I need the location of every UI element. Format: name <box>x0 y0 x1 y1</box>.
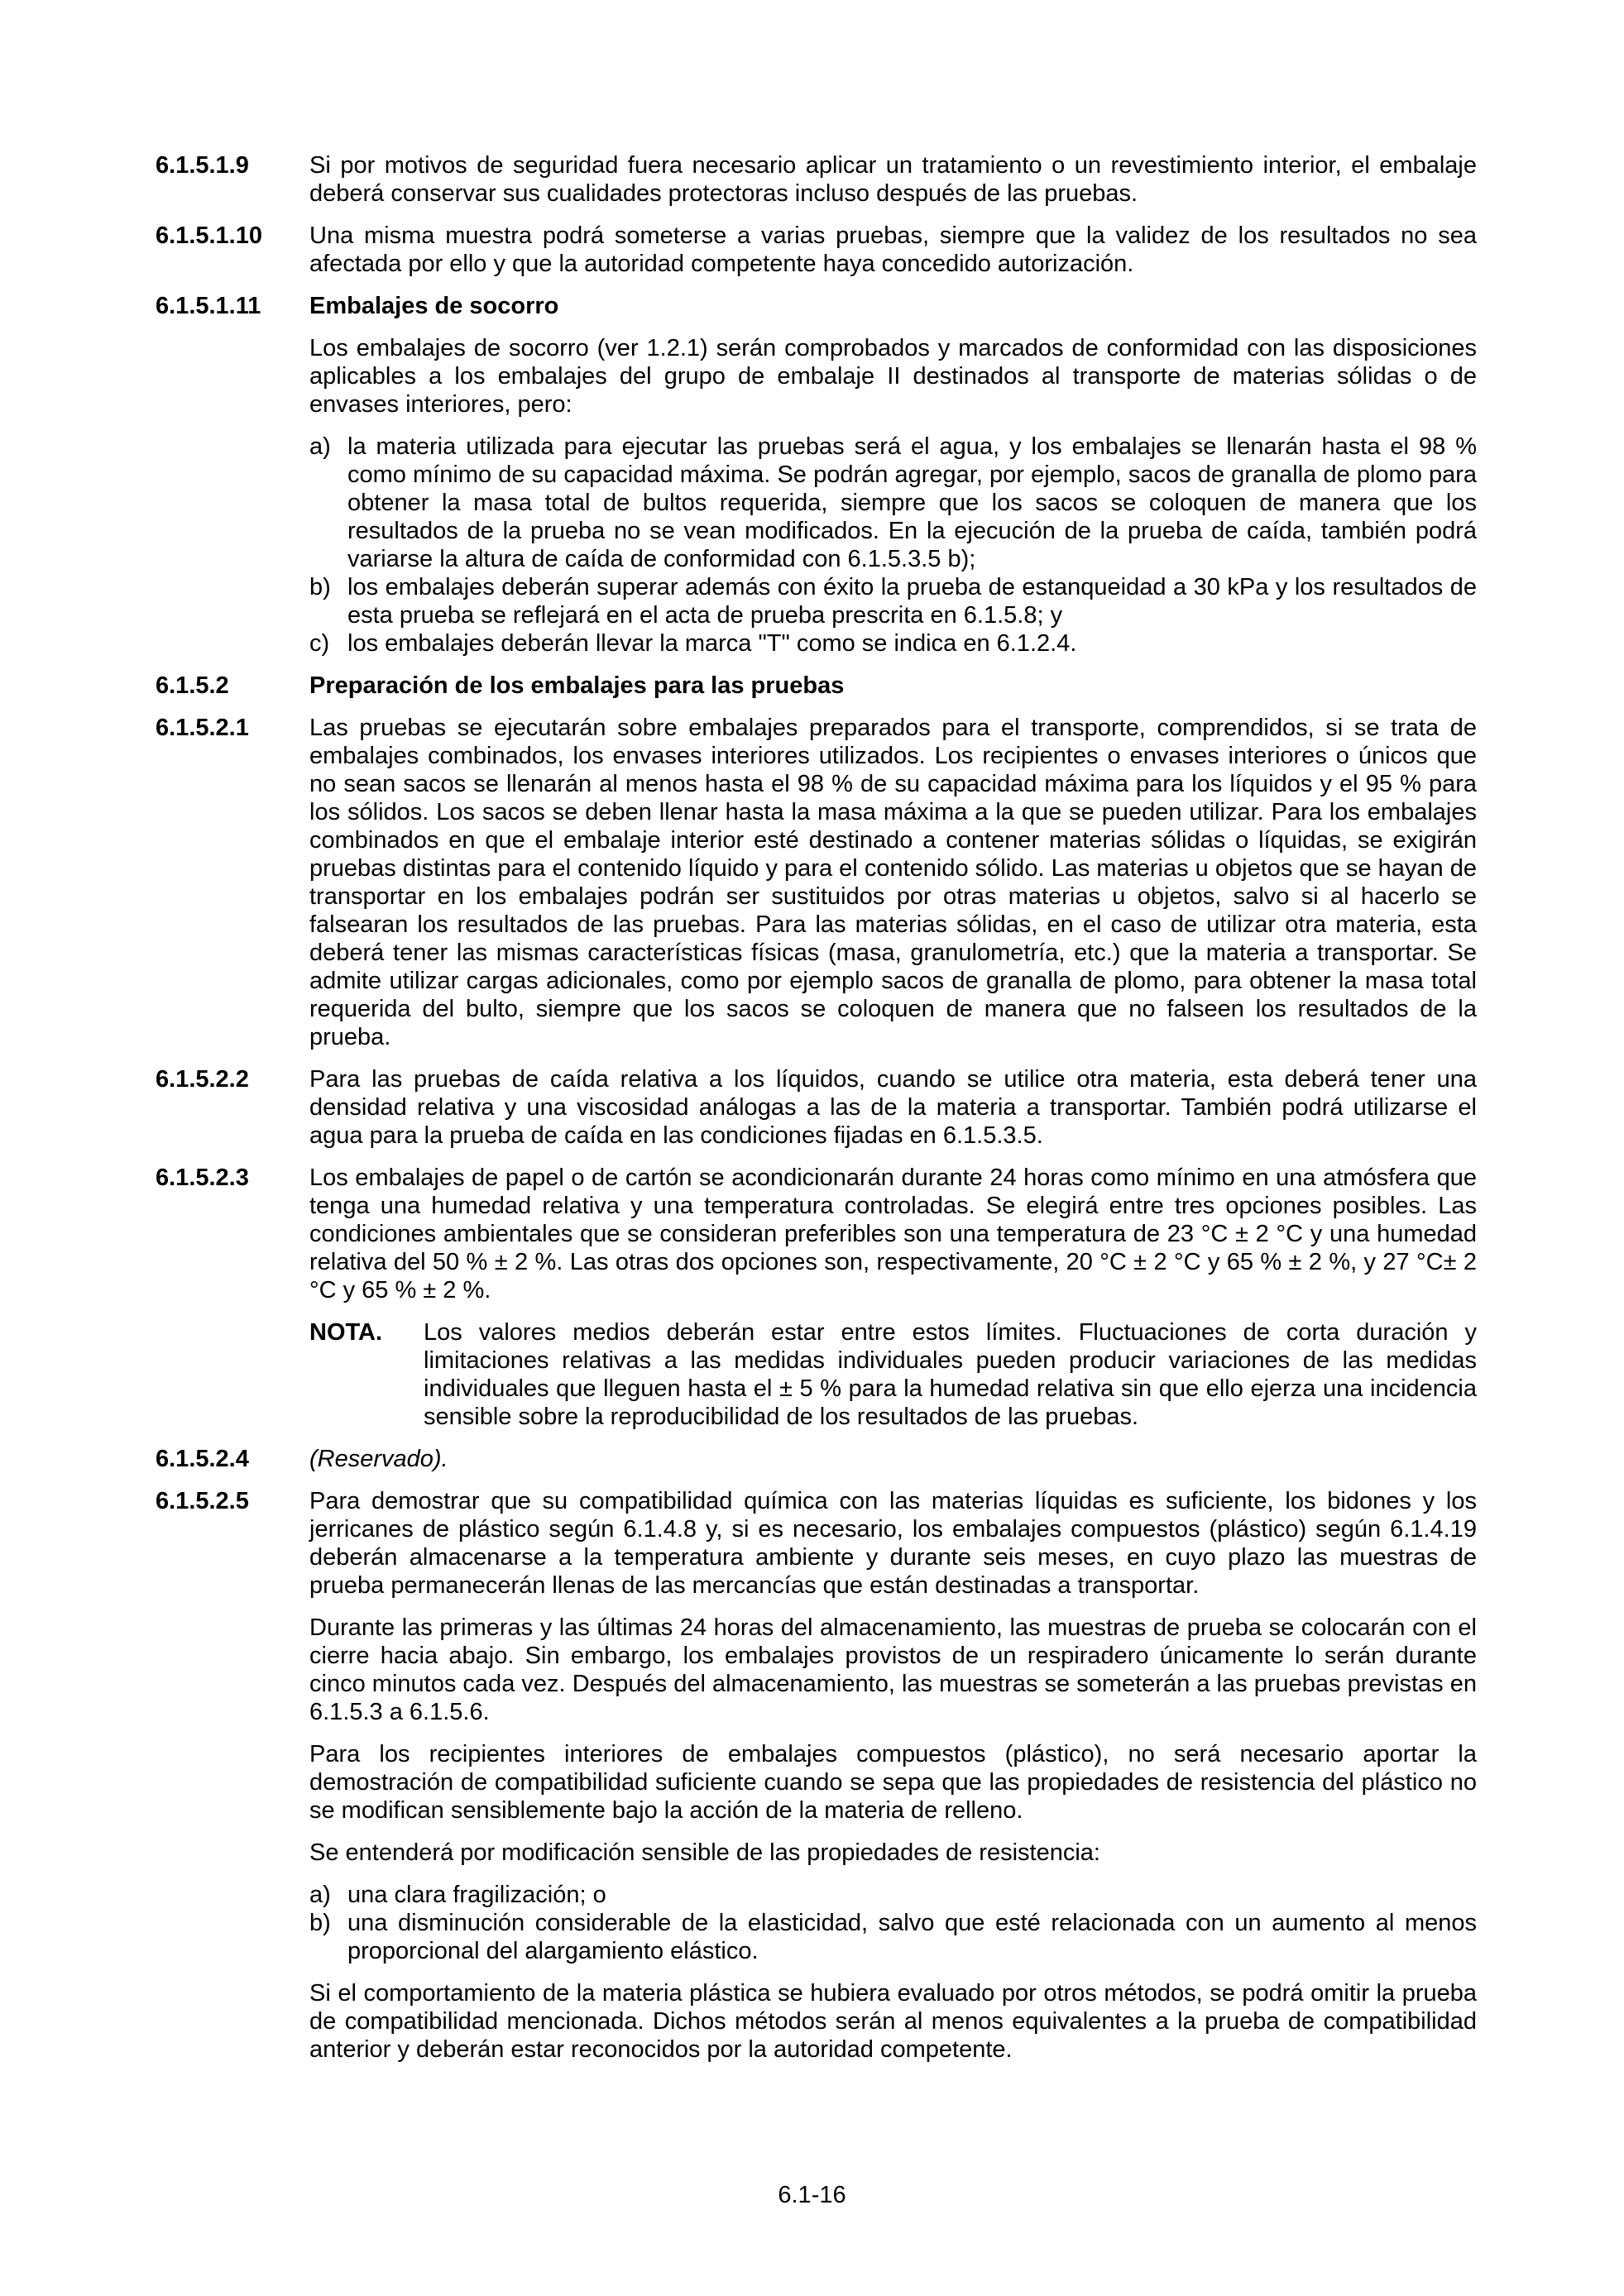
note-text: Los valores medios deberán estar entre estos límites. Fluctuaciones de corta duración y limitaciones relativas a las medidas individuales pueden producir variaciones de las medidas individuales que lleguen hasta el ± 5 % para la humedad relativa sin que ello ejerza una incidencia sensible sobre la reproducibilidad de los resultados de las pruebas. <box>424 1319 1477 1430</box>
list-item <box>309 629 1477 658</box>
section-number: 6.1.5.2.3 <box>156 1165 249 1191</box>
list-marker: b) <box>309 574 331 600</box>
paragraph: Si el comportamiento de la materia plástica se hubiera evaluado por otros métodos, se podrá omitir la prueba de compatibilidad mencionada. Dichos métodos serán al menos equivalentes a la prueba de compatibilidad anterior y deberán estar reconocidos por la autoridad competente. <box>309 1980 1477 2063</box>
paragraph: Para los recipientes interiores de embalajes compuestos (plástico), no será necesario aportar la demostración de compatibilidad suficiente cuando se sepa que las propiedades de resistencia del plástico no se modifican sensiblemente bajo la acción de la materia de relleno. <box>309 1741 1477 1824</box>
section-text: Las pruebas se ejecutarán sobre embalajes preparados para el transporte, comprendidos, si se trata de embalajes combinados, los envases interiores utilizados. Los recipientes o envases interiores o únicos que no sean sacos se llenarán al menos hasta el 98 % de su capacidad máxima para los líquidos y el 95 % para los sólidos. Los sacos se deben llenar hasta la masa máxima a la que se pueden utilizar. Para los embalajes combinados en que el embalaje interior esté destinado a contener materias sólidas o líquidas, se exigirán pruebas distintas para el contenido líquido y para el contenido sólido. Las materias u objetos que se hayan de transportar en los embalajes podrán ser sustituidos por otras materias u objetos, salvo si al hacerlo se falsearan los resultados de las pruebas. Para las materias sólidas, en el caso de utilizar otra materia, esta deberá tener las mismas características físicas (masa, granulometría, etc.) que la materia a transportar. Se admite utilizar cargas adicionales, como por ejemplo sacos de granalla de plomo, para obtener la masa total requerida del bulto, siempre que los sacos se coloquen de manera que no falseen los resultados de la prueba. <box>309 715 1477 1050</box>
list-item-text: una clara fragilización; o <box>347 1882 606 1908</box>
section-number: 6.1.5.2 <box>156 672 229 699</box>
paragraph: Para demostrar que su compatibilidad química con las materias líquidas es suficiente, los bidones y los jerricanes de plástico según 6.1.4.8 y, si es necesario, los embalajes compuestos (plástico) según 6.1.4.19 deberán almacenarse a la temperatura ambiente y durante seis meses, en cuyo plazo las muestras de prueba permanecerán llenas de las mercancías que están destinadas a transportar. <box>309 1488 1477 1599</box>
section-number: 6.1.5.1.10 <box>156 222 262 249</box>
section-6-1-5-2 <box>156 672 1477 700</box>
section-6-1-5-2-2 <box>156 1065 1477 1150</box>
list-item-text: la materia utilizada para ejecutar las pruebas será el agua, y los embalajes se llenarán hasta el 98 % como mínimo de su capacidad máxima. Se podrán agregar, por ejemplo, sacos de granalla de plomo para obtener la masa total de bultos requerida, siempre que los sacos se coloquen de manera que los resultados de la prueba no se vean modificados. En la ejecución de la prueba de caída, también podrá variarse la altura de caída de conformidad con 6.1.5.3.5 b); <box>347 433 1477 572</box>
section-number: 6.1.5.2.4 <box>156 1446 249 1472</box>
section-6-1-5-1-11 <box>156 292 1477 658</box>
section-number: 6.1.5.2.2 <box>156 1066 249 1093</box>
section-number: 6.1.5.1.11 <box>156 293 261 319</box>
list-item <box>309 1909 1477 1965</box>
list-marker: c) <box>309 630 330 657</box>
section-6-1-5-2-1 <box>156 714 1477 1051</box>
modification-list <box>309 1881 1477 1965</box>
list-item <box>309 1881 1477 1909</box>
list-item <box>309 573 1477 629</box>
section-title: Embalajes de socorro <box>309 293 559 319</box>
section-6-1-5-1-9 <box>156 151 1477 208</box>
section-number: 6.1.5.2.1 <box>156 715 249 741</box>
section-title: Preparación de los embalajes para las pruebas <box>309 672 845 699</box>
list-item-text: una disminución considerable de la elasticidad, salvo que esté relacionada con un aumento al menos proporcional del alargamiento elástico. <box>347 1910 1477 1964</box>
section-text: Para las pruebas de caída relativa a los líquidos, cuando se utilice otra materia, esta deberá tener una densidad relativa y una viscosidad análogas a las de la materia a transportar. También podrá utilizarse el agua para la prueba de caída en las condiciones fijadas en 6.1.5.3.5. <box>309 1066 1477 1149</box>
section-6-1-5-2-4 <box>156 1445 1477 1473</box>
section-text: Si por motivos de seguridad fuera necesario aplicar un tratamiento o un revestimiento interior, el embalaje deberá conservar sus cualidades protectoras incluso después de las pruebas. <box>309 152 1477 207</box>
section-text: Una misma muestra podrá someterse a varias pruebas, siempre que la validez de los resultados no sea afectada por ello y que la autoridad competente haya concedido autorización. <box>309 222 1477 277</box>
section-number: 6.1.5.1.9 <box>156 152 249 179</box>
section-number: 6.1.5.2.5 <box>156 1488 249 1514</box>
section-intro: Los embalajes de socorro (ver 1.2.1) serán comprobados y marcados de conformidad con las disposiciones aplicables a los embalajes del grupo de embalaje II destinados al transporte de materias sólidas o de envases interiores, pero: <box>309 335 1477 418</box>
document-page <box>156 151 1477 2078</box>
list-marker: a) <box>309 433 331 460</box>
list-marker: a) <box>309 1882 331 1908</box>
requirements-list <box>309 433 1477 658</box>
paragraph: Se entenderá por modificación sensible de las propiedades de resistencia: <box>309 1839 1100 1866</box>
list-item-text: los embalajes deberán llevar la marca "T" como se indica en 6.1.2.4. <box>347 630 1077 657</box>
paragraph: Durante las primeras y las últimas 24 horas del almacenamiento, las muestras de prueba se colocarán con el cierre hacia abajo. Sin embargo, los embalajes provistos de un respiradero únicamente lo serán durante cinco minutos cada vez. Después del almacenamiento, las muestras se someterán a las pruebas previstas en 6.1.5.3 a 6.1.5.6. <box>309 1614 1477 1725</box>
section-text: (Reservado). <box>309 1446 448 1472</box>
section-6-1-5-2-3 <box>156 1164 1477 1431</box>
note <box>309 1318 1477 1431</box>
page-number: 6.1-16 <box>778 2182 846 2208</box>
section-6-1-5-1-10 <box>156 222 1477 278</box>
list-item <box>309 433 1477 573</box>
section-6-1-5-2-5 <box>156 1487 1477 2064</box>
list-marker: b) <box>309 1910 331 1936</box>
section-text: Los embalajes de papel o de cartón se acondicionarán durante 24 horas como mínimo en una atmósfera que tenga una humedad relativa y una temperatura controladas. Se elegirá entre tres opciones posibles. Las condiciones ambientales que se consideran preferibles son una temperatura de 23 °C ± 2 °C y una humedad relativa del 50 % ± 2 %. Las otras dos opciones son, respectivamente, 20 °C ± 2 °C y 65 % ± 2 %, y 27 °C± 2 °C y 65 % ± 2 %. <box>309 1165 1477 1303</box>
list-item-text: los embalajes deberán superar además con éxito la prueba de estanqueidad a 30 kPa y los resultados de esta prueba se reflejará en el acta de prueba prescrita en 6.1.5.8; y <box>347 574 1477 629</box>
note-label: NOTA. <box>309 1319 383 1346</box>
